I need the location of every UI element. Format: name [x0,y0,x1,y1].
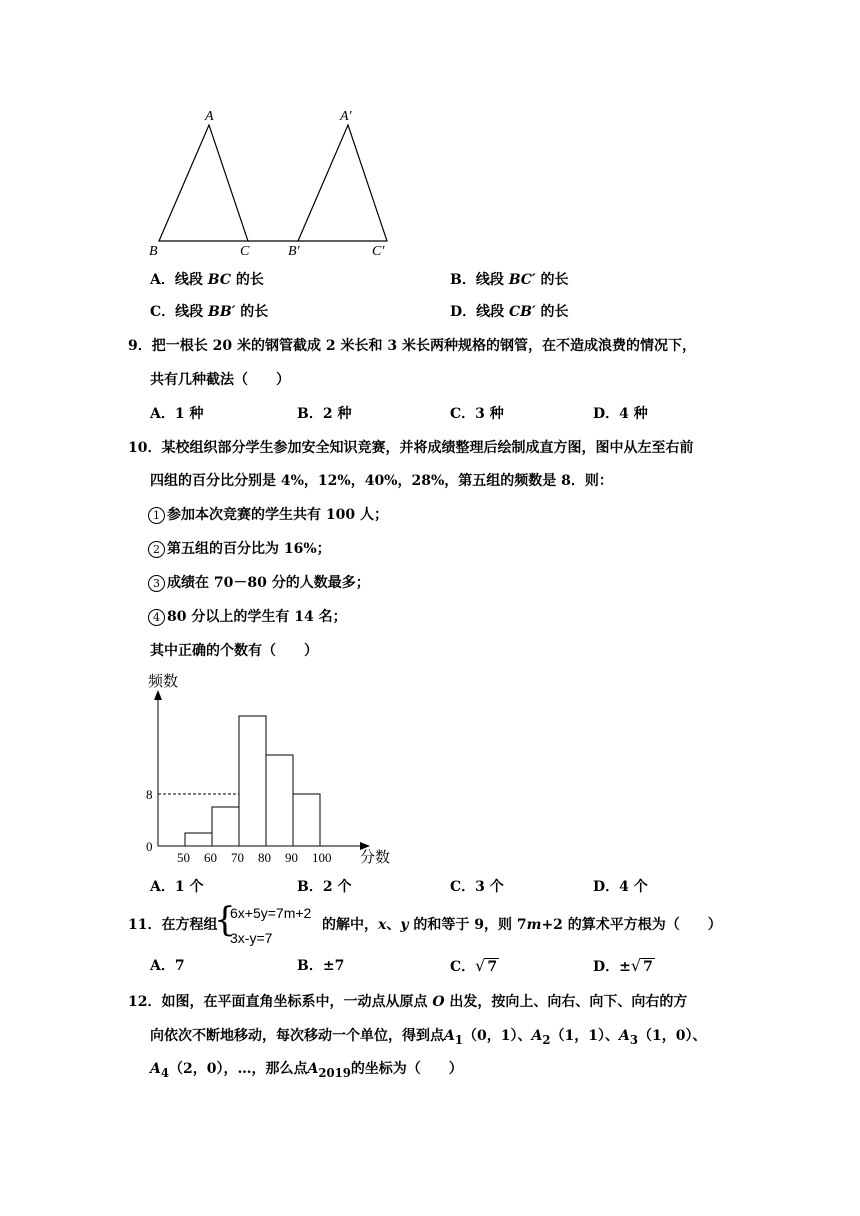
q9-option-c: C．3 种 [450,406,504,422]
triangle-abc [159,125,248,241]
q8-option-d: D．线段 CB′ 的长 [450,304,569,320]
q10-stem-line1: 10．某校组织部分学生参加安全知识竞赛，并将成绩整理后绘制成直方图，图中从左至右前 [128,440,694,456]
x-axis-arrow [360,842,370,850]
histogram-chart [140,670,400,870]
histogram-bar [212,807,239,846]
x-tick-label: 80 [258,850,271,865]
q9-option-b: B．2 种 [297,406,352,422]
x-tick-label: 50 [177,850,190,865]
q10-statement-4: 4 80 分以上的学生有 14 名； [148,607,347,627]
q12-stem-line1: 12．如图，在平面直角坐标系中，一动点从原点 O 出发，按向上、向右、向下、向右的方 [128,994,688,1010]
system-brace: { [214,900,236,940]
histogram-bar [239,716,266,846]
label-a: A [205,109,214,124]
q10-option-a: A．1 个 [150,879,204,895]
label-b: B [149,244,158,259]
q9-stem-line1: 9．把一根长 20 米的钢管截成 2 米长和 3 米长两种规格的钢管，在不造成浪费的情况下， [128,338,696,354]
label-c: C [240,244,250,259]
x-tick-label: 70 [231,850,244,865]
x-tick-label: 90 [285,850,298,865]
q10-statement-3: 3 成绩在 70－80 分的人数最多； [148,573,370,593]
histogram-bar [185,833,212,846]
q11-option-b: B．±7 [297,958,345,974]
q8-option-a: A．线段 BC 的长 [150,272,264,288]
q11-option-c: C．√ 7 [450,956,498,975]
q11-prefix: 11．在方程组 [128,917,218,933]
label-b-prime: B′ [288,244,300,259]
q11-equation-2: 3x-y=7 [230,930,273,946]
y-axis-arrow [154,690,162,700]
x-tick-label: 100 [312,850,332,865]
q11-equation-1: 6x+5y=7m+2 [230,905,312,921]
triangles-figure [140,105,400,260]
q8-option-c: C．线段 BB′ 的长 [150,304,269,320]
y-axis-label: 频数 [148,674,179,690]
q10-option-d: D．4 个 [593,879,648,895]
q11-stem-rest: 的解中，x、y 的和等于 9，则 7m+2 的算术平方根为（ ） [322,917,722,933]
q10-option-c: C．3 个 [450,879,504,895]
x-axis-label: 分数 [360,850,391,866]
sqrt-sign: √ [630,956,642,975]
q11-option-a: A．7 [150,958,185,974]
y-tick-label: 0 [146,839,153,854]
q10-question: 其中正确的个数有（ ） [150,643,318,659]
q10-stem-line2: 四组的百分比分别是 4%，12%，40%，28%，第五组的频数是 8．则： [150,473,613,489]
triangle-abc-prime [298,125,387,241]
q9-option-d: D．4 种 [593,406,648,422]
q9-stem-line2: 共有几种截法（ ） [150,372,290,388]
q10-statement-2: 2 第五组的百分比为 16%； [148,539,331,559]
x-tick-label: 60 [204,850,217,865]
q12-stem-line2: 向依次不断地移动，每次移动一个单位，得到点$A_1(0$，1）、$A_2(1$，1）、$A_3(1$，0）、 [150,1028,707,1047]
q11-option-d: D．±√ 7 [593,956,653,975]
q12-stem-line3: $A_4(2$，0），…，那么点$A_{2019}$的坐标为（ ） [150,1061,463,1080]
histogram-bar [266,755,293,846]
q10-option-b: B．2 个 [297,879,352,895]
y-tick-label: 8 [146,787,153,802]
label-c-prime: C′ [372,244,385,259]
label-a-prime: A′ [340,109,352,124]
sqrt-sign: √ [475,956,486,975]
histogram-bar [293,794,320,846]
q9-option-a: A．1 种 [150,406,204,422]
q10-statement-1: 1 参加本次竞赛的学生共有 100 人； [148,505,388,525]
q8-option-b: B．线段 BC′ 的长 [450,272,569,288]
